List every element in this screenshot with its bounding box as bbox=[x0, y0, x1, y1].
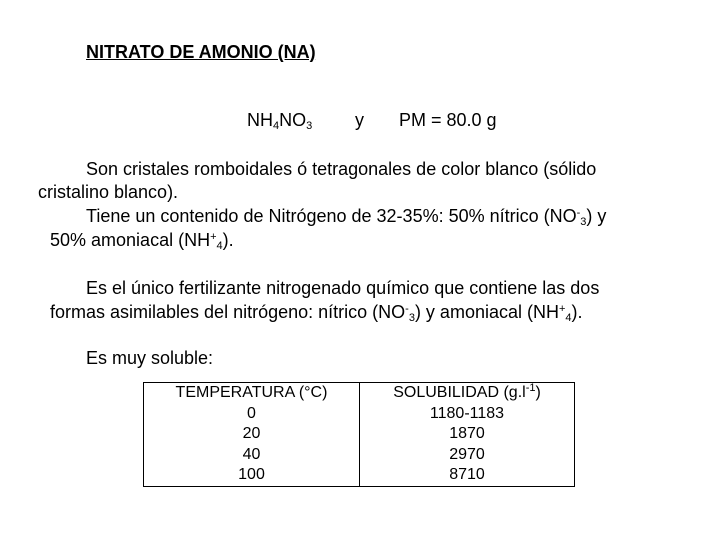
temperature-cell: 100 bbox=[238, 466, 265, 483]
paragraph-3-line-1: Es el único fertilizante nitrogenado químico que contiene las dos bbox=[86, 278, 600, 298]
solubility-cell: 2970 bbox=[449, 445, 485, 463]
temperature-cell: 0 bbox=[247, 404, 256, 422]
solubility-cell: 8710 bbox=[449, 466, 485, 483]
solubility-cell: 1870 bbox=[449, 425, 485, 442]
paragraph-4: Es muy soluble: bbox=[86, 348, 214, 368]
paragraph-1-line-1: Son cristales romboidales ó tetragonales de color blanco (sólido bbox=[86, 159, 597, 179]
temperature-header: TEMPERATURA (°C) bbox=[175, 384, 328, 401]
solubility-table bbox=[143, 382, 575, 487]
page-title: NITRATO DE AMONIO (NA) bbox=[86, 42, 316, 62]
paragraph-1-line-2: cristalino blanco). bbox=[38, 182, 179, 202]
solubility-cell: 1180-1183 bbox=[429, 404, 505, 422]
temperature-cell: 20 bbox=[242, 425, 261, 442]
solubility-header: SOLUBILIDAD $(g.l^{-1})$ bbox=[393, 382, 541, 401]
solubility-column bbox=[360, 383, 575, 487]
temperature-cell: 40 bbox=[242, 445, 261, 463]
molecular-weight: PM = 80.0 g bbox=[399, 110, 497, 130]
temperature-column bbox=[144, 383, 360, 487]
paragraph-3-line-2: formas asimilables del nitrógeno: nítrico $(NO^-_3)$ y amoniacal $(NH^+_4)$. bbox=[50, 302, 583, 324]
chemical-formula: $NH_4NO_3$ bbox=[247, 110, 313, 132]
formula-connector: y bbox=[355, 110, 364, 130]
paragraph-2-line-1: Tiene un contenido de Nitrógeno de 32-35%: 50% nítrico $(NO^-_3)$ y bbox=[86, 206, 607, 228]
paragraph-2-line-2: 50% amoniacal $(NH^+_4)$. bbox=[50, 230, 234, 252]
